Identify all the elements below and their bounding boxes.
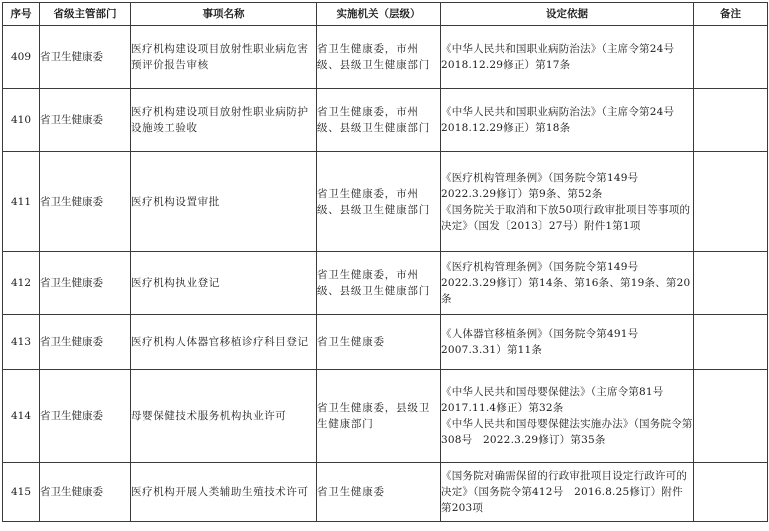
- row-item: 母婴保健技术服务机构执业许可: [131, 370, 317, 463]
- row-basis: [441, 26, 694, 89]
- row-basis: [441, 315, 694, 370]
- header-note: 备注: [694, 3, 768, 26]
- row-note: [694, 315, 768, 370]
- table-row: [3, 463, 768, 522]
- row-number: 414: [3, 370, 40, 463]
- row-item: 医疗机构设置审批: [131, 152, 317, 252]
- row-number: 413: [3, 315, 40, 370]
- row-note: [694, 252, 768, 315]
- table-row: [3, 26, 768, 89]
- row-item: 医疗机构开展人类辅助生殖技术许可: [131, 463, 317, 522]
- basis-line: 《国务院对确需保留的行政审批项目设定行政许可的决定》（国务院令第412号 2016.8.25修订）附件第203项: [441, 470, 688, 514]
- row-basis: [441, 89, 694, 152]
- row-dept: 省卫生健康委: [40, 89, 131, 152]
- row-basis: [441, 152, 694, 252]
- basis-line: 《国务院关于取消和下放50项行政审批项目等事项的决定》（国发〔2013〕27号）附件1第1项: [441, 203, 691, 232]
- row-number: 409: [3, 26, 40, 89]
- row-org: 省卫生健康委，市州级、县级卫生健康部门: [317, 152, 441, 252]
- table-row: [3, 252, 768, 315]
- row-note: [694, 152, 768, 252]
- row-number: 415: [3, 463, 40, 522]
- row-basis: [441, 252, 694, 315]
- row-dept: 省卫生健康委: [40, 463, 131, 522]
- basis-line: 《医疗机构管理条例》（国务院令第149号 2022.3.29修订）第9条、第52条: [441, 171, 649, 200]
- row-item: 医疗机构人体器官移植诊疗科目登记: [131, 315, 317, 370]
- header-org: 实施机关（层级）: [317, 3, 441, 26]
- table-row: [3, 89, 768, 152]
- header-basis: 设定依据: [441, 3, 694, 26]
- table-header-row: [3, 3, 768, 26]
- row-item: 医疗机构建设项目放射性职业病防护设施竣工验收: [131, 89, 317, 152]
- row-note: [694, 26, 768, 89]
- table-row: [3, 370, 768, 463]
- row-org: 省卫生健康委，市州级、县级卫生健康部门: [317, 252, 441, 315]
- basis-line: 《医疗机构管理条例》（国务院令第149号 2022.3.29修订）第14条、第16条、第19条、第20条: [441, 261, 691, 305]
- header-no: 序号: [3, 3, 40, 26]
- row-dept: 省卫生健康委: [40, 315, 131, 370]
- basis-line: 《中华人民共和国职业病防治法》（主席令第24号 2018.12.29修正）第18条: [441, 106, 685, 134]
- row-note: [694, 370, 768, 463]
- row-item: 医疗机构建设项目放射性职业病危害预评价报告审核: [131, 26, 317, 89]
- row-org: 省卫生健康委: [317, 463, 441, 522]
- row-basis: [441, 463, 694, 522]
- row-note: [694, 89, 768, 152]
- row-dept: 省卫生健康委: [40, 26, 131, 89]
- row-note: [694, 463, 768, 522]
- row-dept: 省卫生健康委: [40, 252, 131, 315]
- row-dept: 省卫生健康委: [40, 152, 131, 252]
- row-item: 医疗机构执业登记: [131, 252, 317, 315]
- basis-line: 《人体器官移植条例》（国务院令第491号 2007.3.31）第11条: [441, 328, 649, 356]
- row-org: 省卫生健康委，市州级、县级卫生健康部门: [317, 26, 441, 89]
- row-org: 省卫生健康委: [317, 315, 441, 370]
- basis-line: 《中华人民共和国母婴保健法》（主席令第81号 2017.11.4修正）第32条: [441, 386, 675, 414]
- basis-line: 《中华人民共和国职业病防治法》（主席令第24号 2018.12.29修正）第17条: [441, 43, 685, 71]
- row-org: 省卫生健康委，市州级、县级卫生健康部门: [317, 89, 441, 152]
- approval-items-table: [2, 2, 768, 522]
- row-basis: [441, 370, 694, 463]
- row-number: 410: [3, 89, 40, 152]
- row-org: 省卫生健康委，县级卫生健康部门: [317, 370, 441, 463]
- table-row: [3, 315, 768, 370]
- header-item: 事项名称: [131, 3, 317, 26]
- table-row: [3, 152, 768, 252]
- header-dept: 省级主管部门: [40, 3, 131, 26]
- row-dept: 省卫生健康委: [40, 370, 131, 463]
- row-number: 412: [3, 252, 40, 315]
- row-number: 411: [3, 152, 40, 252]
- basis-line: 《中华人民共和国母婴保健法实施办法》（国务院令第308号 2022.3.29修订）第35条: [441, 418, 693, 446]
